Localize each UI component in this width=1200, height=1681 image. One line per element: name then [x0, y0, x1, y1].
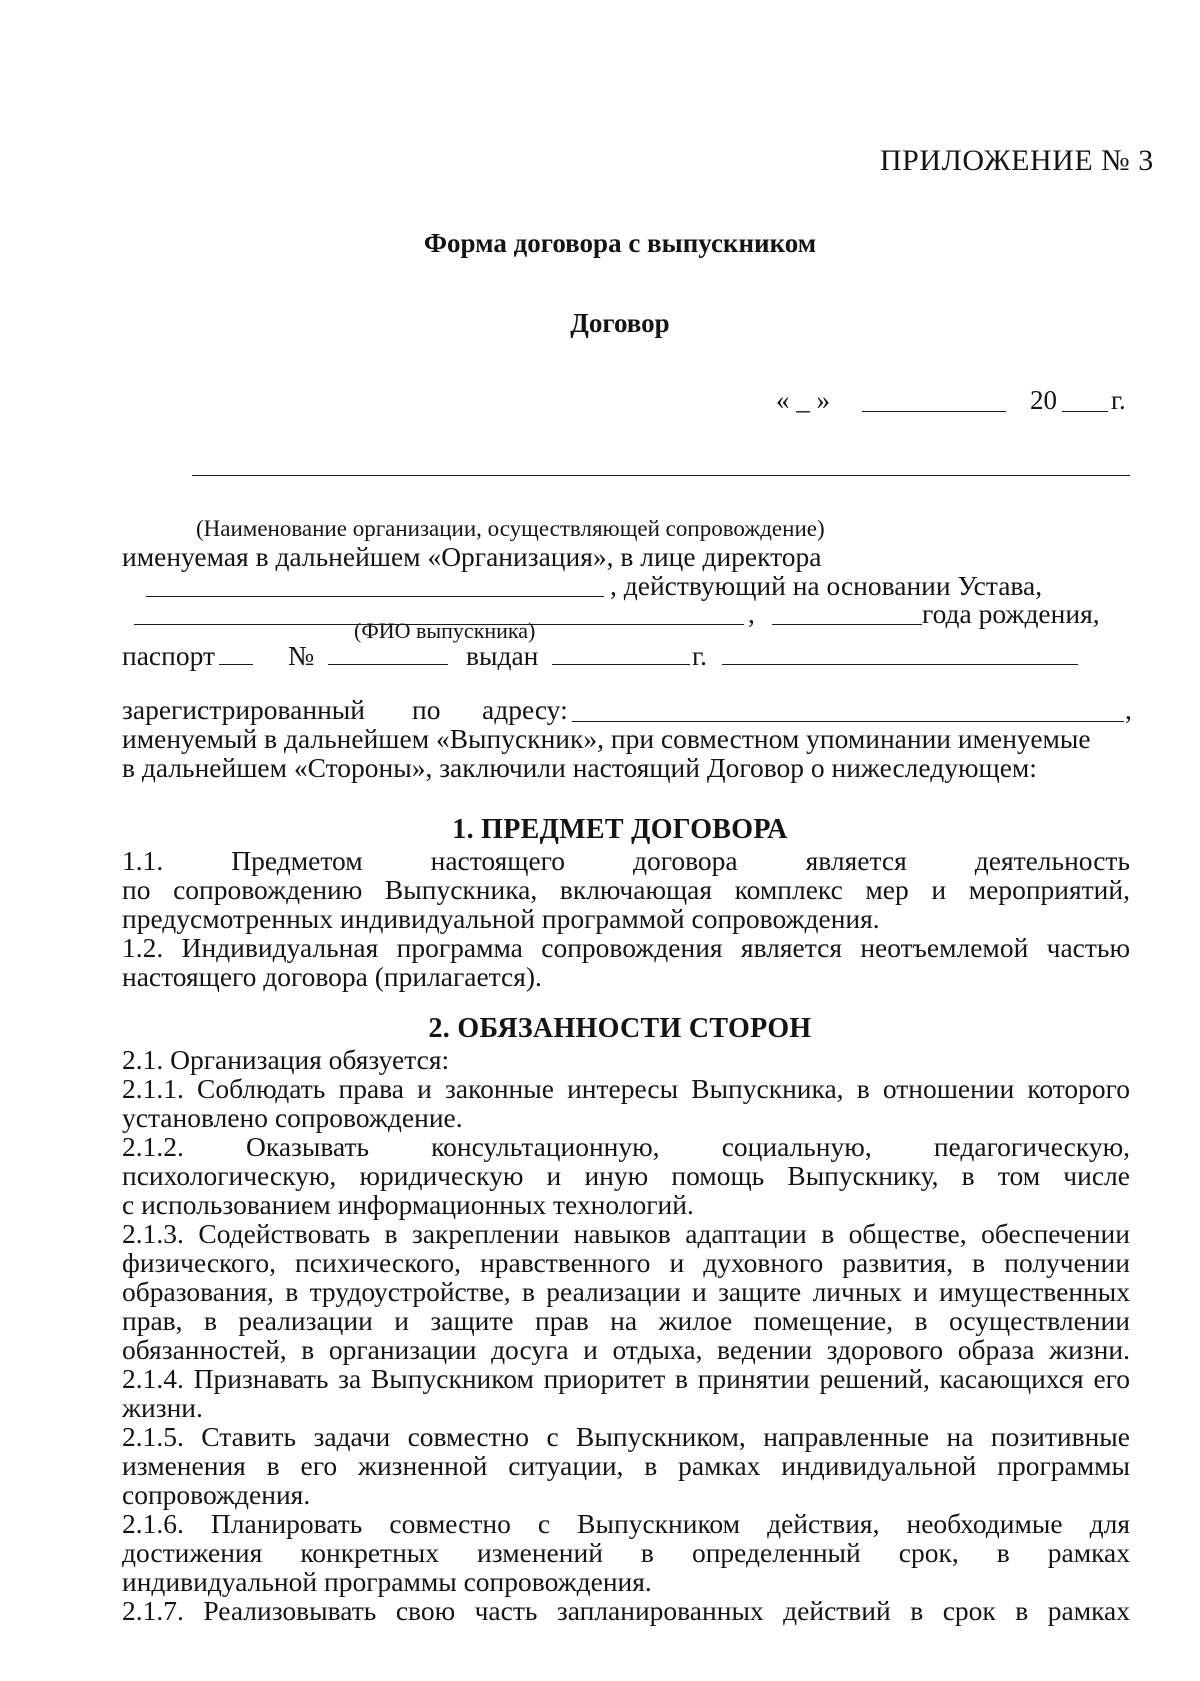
section-2-line: 2.1.6. Планировать совместно с Выпускником действия, необходимые для	[122, 1508, 1130, 1539]
section-2-line: 2.1.5. Ставить задачи совместно с Выпускником, направленные на позитивные	[122, 1421, 1130, 1452]
graduate-name-caption: (ФИО выпускника)	[354, 618, 536, 643]
director-name-blank	[146, 596, 604, 597]
section-2-line: изменения в его жизненной ситуации, в рамках индивидуальной программы	[122, 1450, 1130, 1481]
appendix-label: ПРИЛОЖЕНИЕ № 3	[880, 144, 1154, 177]
address-blank	[572, 721, 1124, 722]
section-2-line: 2.1.7. Реализовывать свою часть запланированных действий в срок в рамках	[122, 1595, 1130, 1626]
address-word-3: адресу:	[482, 694, 568, 725]
section-2-line: образования, в трудоустройстве, в реализации и защите личных и имущественных	[122, 1276, 1130, 1307]
section-2-line: индивидуальной программы сопровождения.	[122, 1566, 652, 1597]
party-line-2: , действующий на основании Устава,	[610, 570, 1043, 601]
section-2-heading: 2. ОБЯЗАННОСТИ СТОРОН	[428, 1013, 812, 1044]
party-line-3-text: года рождения,	[922, 598, 1100, 629]
organization-name-blank	[192, 475, 1130, 476]
passport-label: паспорт	[122, 640, 216, 671]
form-title: Форма договора с выпускником	[423, 228, 817, 258]
section-2-line: 2.1.3. Содействовать в закреплении навыков адаптации в обществе, обеспечении	[122, 1218, 1130, 1249]
passport-issued-label: выдан	[466, 640, 539, 671]
date-day-quote: « _ »	[776, 385, 830, 415]
address-word-1: зарегистрированный	[122, 694, 366, 725]
passport-issuer-blank	[722, 664, 1078, 665]
date-month-blank	[862, 411, 1006, 412]
section-2-line: 2.1.1. Соблюдать права и законные интересы Выпускника, в отношении которого	[122, 1073, 1130, 1104]
passport-number-sign: №	[288, 640, 315, 671]
party-line-a: именуемый в дальнейшем «Выпускник», при совместном упоминании именуемые	[122, 723, 1091, 754]
organization-caption: (Наименование организации, осуществляющей сопровождение)	[196, 516, 825, 541]
party-line-1: именуемая в дальнейшем «Организация», в лице директора	[122, 541, 822, 572]
section-1-line: настоящего договора (прилагается).	[122, 961, 542, 992]
section-1-line: предусмотренных индивидуальной программой сопровождения.	[122, 903, 880, 934]
passport-year-label: г.	[692, 640, 708, 671]
date-year-blank	[1062, 411, 1108, 412]
section-2-line: жизни.	[122, 1392, 203, 1423]
passport-date-blank	[552, 664, 690, 665]
section-1-line: по сопровождению Выпускника, включающая комплекс мер и мероприятий,	[122, 874, 1130, 905]
passport-number-blank	[328, 664, 448, 665]
section-1-line: 1.2. Индивидуальная программа сопровождения является неотъемлемой частью	[122, 932, 1130, 963]
section-2-line: 2.1.4. Признавать за Выпускником приоритет в принятии решений, касающихся его	[122, 1363, 1130, 1394]
passport-series-blank	[219, 664, 253, 665]
section-2-line: сопровождения.	[122, 1479, 311, 1510]
section-2-line: 2.1. Организация обязуется:	[122, 1044, 450, 1075]
date-year-suffix: г.	[1111, 385, 1126, 415]
address-end-comma: ,	[1125, 694, 1132, 725]
section-1-line: 1.1. Предметом настоящего договора является деятельность	[122, 845, 1130, 876]
party-line-b: в дальнейшем «Стороны», заключили настоящий Договор о нижеследующем:	[122, 752, 1037, 783]
party-line-3-comma: ,	[748, 598, 755, 629]
section-2-line: прав, в реализации и защите прав на жилое помещение, в осуществлении	[122, 1305, 1130, 1336]
section-2-line: обязанностей, в организации досуга и отдыха, ведении здорового образа жизни.	[122, 1334, 1130, 1365]
section-1-heading: 1. ПРЕДМЕТ ДОГОВОРА	[452, 814, 788, 845]
section-2-line: 2.1.2. Оказывать консультационную, социальную, педагогическую,	[122, 1131, 1130, 1162]
address-word-2: по	[412, 694, 441, 725]
section-2-line: физического, психического, нравственного и духовного развития, в получении	[122, 1247, 1130, 1278]
date-line	[776, 385, 830, 416]
contract-title: Договор	[570, 308, 670, 338]
birth-date-blank	[772, 624, 922, 625]
section-2-line: установлено сопровождение.	[122, 1102, 463, 1133]
section-2-line: достижения конкретных изменений в определенный срок, в рамках	[122, 1537, 1130, 1568]
section-2-line: психологическую, юридическую и иную помощь Выпускнику, в том числе	[122, 1160, 1130, 1191]
date-year-prefix: 20	[1030, 385, 1057, 415]
section-2-line: с использованием информационных технологий.	[122, 1189, 694, 1220]
